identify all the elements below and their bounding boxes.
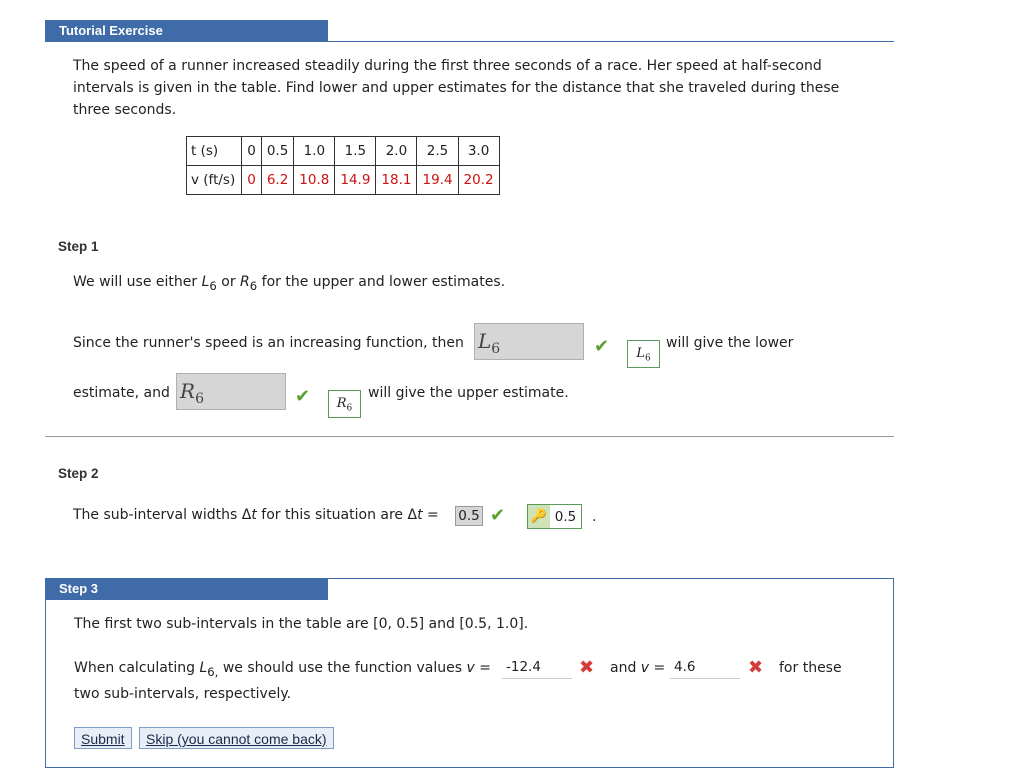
key-subscript: 6 bbox=[346, 403, 353, 414]
step1-intro-pre: We will use either bbox=[73, 274, 198, 290]
t-cell: 0 bbox=[242, 137, 262, 166]
key-subscript: 6 bbox=[644, 353, 651, 364]
table-row bbox=[187, 137, 500, 166]
t-symbol: t bbox=[417, 507, 423, 523]
equals-sign: = bbox=[653, 660, 666, 676]
r-symbol: R bbox=[240, 274, 250, 290]
l-symbol: L bbox=[201, 274, 210, 290]
t-cell: 1.5 bbox=[335, 137, 376, 166]
header-rule bbox=[45, 41, 894, 42]
v-symbol: v bbox=[466, 660, 475, 676]
v-cell: 19.4 bbox=[417, 166, 458, 195]
check-icon: ✔ bbox=[594, 336, 610, 357]
key-letter: L bbox=[636, 346, 645, 361]
step1-intro bbox=[73, 271, 505, 297]
step1-sentence2-post: will give the upper estimate. bbox=[368, 385, 569, 401]
v-cell: 0 bbox=[242, 166, 262, 195]
t-label: t (s) bbox=[187, 137, 242, 166]
speed-table bbox=[186, 136, 500, 195]
table-row bbox=[187, 166, 500, 195]
v-cell: 10.8 bbox=[294, 166, 335, 195]
step1-sentence2-pre: estimate, and bbox=[73, 385, 170, 401]
and-text: and bbox=[610, 660, 637, 676]
v-cell: 18.1 bbox=[376, 166, 417, 195]
submit-button[interactable]: Submit bbox=[74, 727, 132, 749]
answer-subscript: 6 bbox=[195, 391, 204, 407]
tutorial-header: Tutorial Exercise bbox=[45, 20, 328, 42]
step2-label: Step 2 bbox=[58, 466, 99, 481]
answer-key-upper bbox=[328, 390, 361, 418]
t-cell: 2.0 bbox=[376, 137, 417, 166]
cross-icon: ✖ bbox=[579, 657, 595, 678]
v-label: v (ft/s) bbox=[187, 166, 242, 195]
answer-subscript: 6 bbox=[491, 341, 501, 357]
t-cell: 2.5 bbox=[417, 137, 458, 166]
step1-intro-post: for the upper and lower estimates. bbox=[261, 274, 506, 290]
step3-line2-post: for these bbox=[779, 660, 842, 676]
step3-line1: The first two sub-intervals in the table are [0, 0.5] and [0.5, 1.0]. bbox=[74, 616, 529, 632]
lower-estimate-answer[interactable] bbox=[474, 323, 584, 360]
v-symbol: v bbox=[640, 660, 650, 676]
check-icon: ✔ bbox=[490, 505, 506, 526]
step3-and bbox=[610, 657, 665, 679]
upper-estimate-answer[interactable] bbox=[176, 373, 286, 410]
step1-label: Step 1 bbox=[58, 239, 99, 254]
key-value: 0.5 bbox=[554, 508, 577, 525]
answer-letter: R bbox=[180, 379, 196, 403]
step-divider bbox=[45, 436, 894, 437]
step3-line3: two sub-intervals, respectively. bbox=[74, 686, 292, 702]
step3-text-mid: we should use the function values bbox=[222, 660, 463, 676]
subscript: 6 bbox=[209, 278, 217, 293]
step2-sentence bbox=[73, 504, 439, 526]
check-icon: ✔ bbox=[295, 386, 311, 407]
t-cell: 3.0 bbox=[458, 137, 499, 166]
t-cell: 1.0 bbox=[294, 137, 335, 166]
function-value-input-1[interactable] bbox=[502, 656, 572, 679]
answer-key-lower bbox=[627, 340, 660, 368]
step2-text-mid: for this situation are Δ bbox=[261, 507, 418, 523]
l-symbol: L bbox=[199, 660, 208, 676]
step3-label: Step 3 bbox=[45, 578, 328, 600]
answer-letter: L bbox=[478, 329, 492, 353]
step3-text-pre: When calculating bbox=[74, 660, 195, 676]
step2-answer[interactable]: 0.5 bbox=[455, 506, 483, 526]
step2-text-pre: The sub-interval widths Δ bbox=[73, 507, 252, 523]
subscript: 6 bbox=[249, 278, 258, 293]
problem-statement: The speed of a runner increased steadily during the first three seconds of a race. Her speed at half-second intervals is given in the table. Find lower and upper estimates for the distance that she traveled during these three seconds. bbox=[73, 58, 840, 118]
v-cell: 20.2 bbox=[458, 166, 499, 195]
step2-period: . bbox=[592, 509, 597, 525]
key-icon: 🔑 bbox=[528, 505, 550, 528]
subscript: 6, bbox=[207, 664, 219, 679]
equals-sign: = bbox=[479, 660, 491, 676]
step1-intro-or: or bbox=[221, 274, 236, 290]
t-cell: 0.5 bbox=[261, 137, 293, 166]
answer-key-step2 bbox=[527, 504, 582, 529]
t-symbol: t bbox=[251, 507, 257, 523]
function-value-input-2[interactable] bbox=[670, 656, 740, 679]
cross-icon: ✖ bbox=[748, 657, 764, 678]
step1-sentence1-pre: Since the runner's speed is an increasing function, then bbox=[73, 335, 464, 351]
skip-button[interactable]: Skip (you cannot come back) bbox=[139, 727, 334, 749]
step1-sentence1-post: will give the lower bbox=[666, 335, 794, 351]
step3-line2-pre bbox=[74, 657, 491, 683]
v-cell: 6.2 bbox=[261, 166, 293, 195]
v-cell: 14.9 bbox=[335, 166, 376, 195]
key-letter: R bbox=[336, 396, 347, 411]
equals-sign: = bbox=[427, 507, 439, 523]
